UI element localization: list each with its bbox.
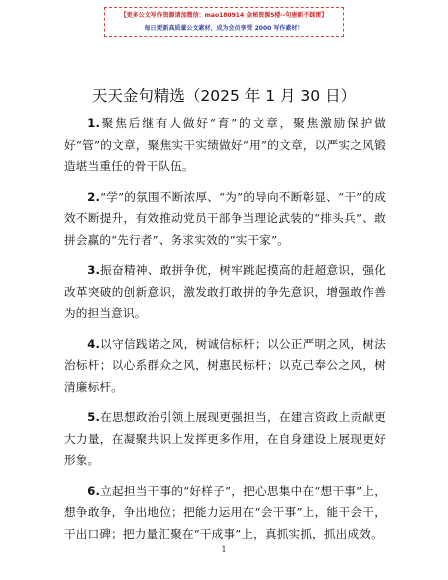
- paragraph-number: 4.: [87, 336, 101, 351]
- paragraph-text: 立起担当干事的“好样子”，把心思集中在“想干事”上，想争敢争，争出地位；把能力运用在“会干事”上，能干会干，干出口碑；把力量汇聚在“干成事”上，真抓实抓，抓出成效。: [64, 483, 386, 541]
- paragraph-number: 3.: [87, 263, 101, 277]
- paragraph-4: [64, 334, 386, 399]
- document-body: [64, 113, 386, 554]
- paragraph-text: 聚焦后继有人做好“育”的文章，聚焦激励保护做好“管”的文章，聚焦实干实绩做好“用”的文章，以严实之风锻造堪当重任的骨干队伍。: [64, 116, 386, 173]
- paragraph-number: 1.: [87, 116, 101, 130]
- promo-banner: [104, 7, 344, 37]
- paragraph-2: [64, 187, 386, 252]
- document-title: 天天金句精选（2025 年 1 月 30 日）: [91, 87, 357, 105]
- paragraph-5: [64, 407, 386, 472]
- paragraph-number: 2.: [87, 189, 101, 204]
- paragraph-1: [64, 113, 386, 178]
- paragraph-text: 以守信践诺之风，树诚信标杆；以公正严明之风，树法治标杆；以心系群众之风，树惠民标杆；以克己奉公之风，树清廉标杆。: [64, 336, 386, 394]
- paragraph-3: [64, 260, 386, 325]
- paragraph-text: 振奋精神、敢拼争优，树牢跳起摸高的赶超意识，强化改革突破的创新意识，激发敢打敢拼的争先意识，增强敢作善为的担当意识。: [64, 263, 386, 320]
- paragraph-number: 5.: [87, 410, 101, 424]
- paragraph-text: 在思想政治引领上展现更强担当，在建言资政上贡献更大力量，在凝聚共识上发挥更多作用，在自身建设上展现更好形象。: [64, 410, 386, 467]
- promo-line-1: 【更多公文写作资源请加微信：mao180914 金秘资源5楼--句唐新不踩雷】: [120, 12, 328, 19]
- paragraph-6: [64, 481, 386, 546]
- paragraph-text: “学”的氛围不断浓厚、“为”的导向不断彰显、“干”的成效不断提升，有效推动党员干部争当理论武装的“排头兵”、敢拼会赢的“先行者”、务求实效的“实干家”。: [64, 189, 386, 247]
- paragraph-number: 6.: [87, 483, 101, 498]
- page-number: 1: [221, 545, 227, 554]
- promo-line-2: 每日更新高质量公文素材，成为会员享受 2000 写作素材！: [144, 25, 304, 32]
